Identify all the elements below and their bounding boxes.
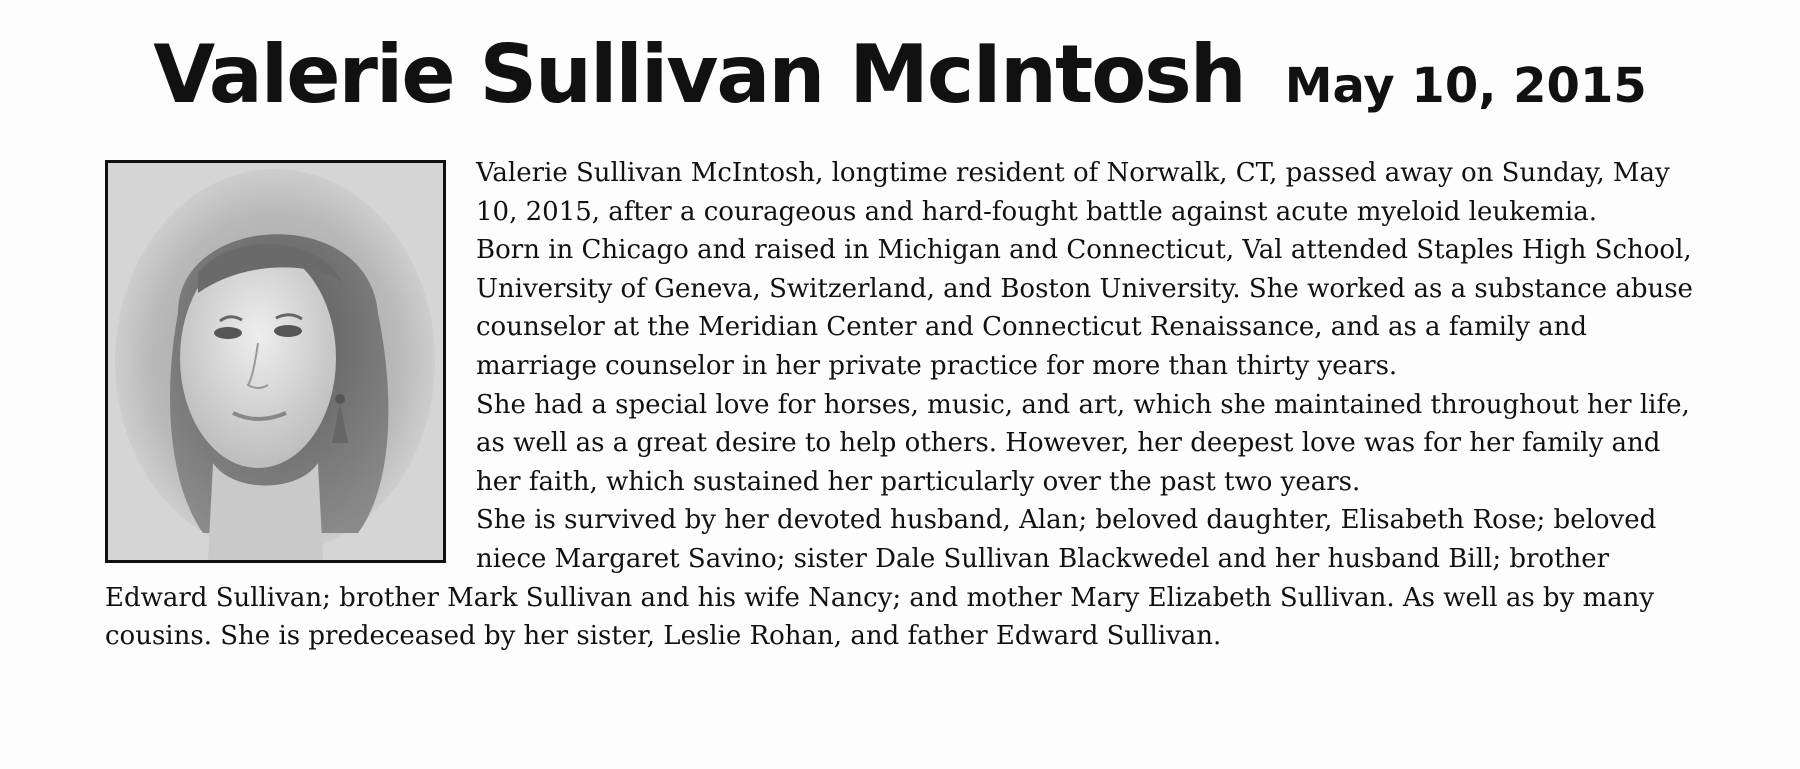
- obituary-date: May 10, 2015: [1284, 58, 1647, 114]
- paragraph-biography: Born in Chicago and raised in Michigan and Connecticut, Val attended Staples High School, University of Geneva, Switzerland, and Boston University. She worked as a substance abuse counselor at the Meridian Center and Connecticut Renaissance, and as a family and marriage counselor in her private practice for more than thirty years.: [476, 235, 1693, 381]
- portrait-illustration: [108, 163, 443, 560]
- portrait-photo: [105, 160, 446, 563]
- obituary-article: [105, 154, 1705, 656]
- paragraph-death-notice: Valerie Sullivan McIntosh, longtime resident of Norwalk, CT, passed away on Sunday, May 10, 2015, after a courageous and hard-fought battle against acute myeloid leukemia.: [476, 158, 1670, 227]
- paragraph-survivors: She is survived by her devoted husband, Alan; beloved daughter, Elisabeth Rose; beloved niece Margaret Savino; sister Dale Sullivan Blackwedel and her husband Bill; brother Edward Sullivan; brother Mark Sullivan and his wife Nancy; and mother Mary Elizabeth Sullivan. As well as by many cousins. She is predeceased by her sister, Leslie Rohan, and father Edward Sullivan.: [105, 505, 1657, 652]
- paragraph-interests: She had a special love for horses, music, and art, which she maintained throughout her life, as well as a great desire to help others. However, her deepest love was for her family and her faith, which sustained her particularly over the past two years.: [476, 389, 1690, 497]
- obituary-header: [0, 28, 1800, 121]
- deceased-name: Valerie Sullivan McIntosh: [153, 28, 1245, 121]
